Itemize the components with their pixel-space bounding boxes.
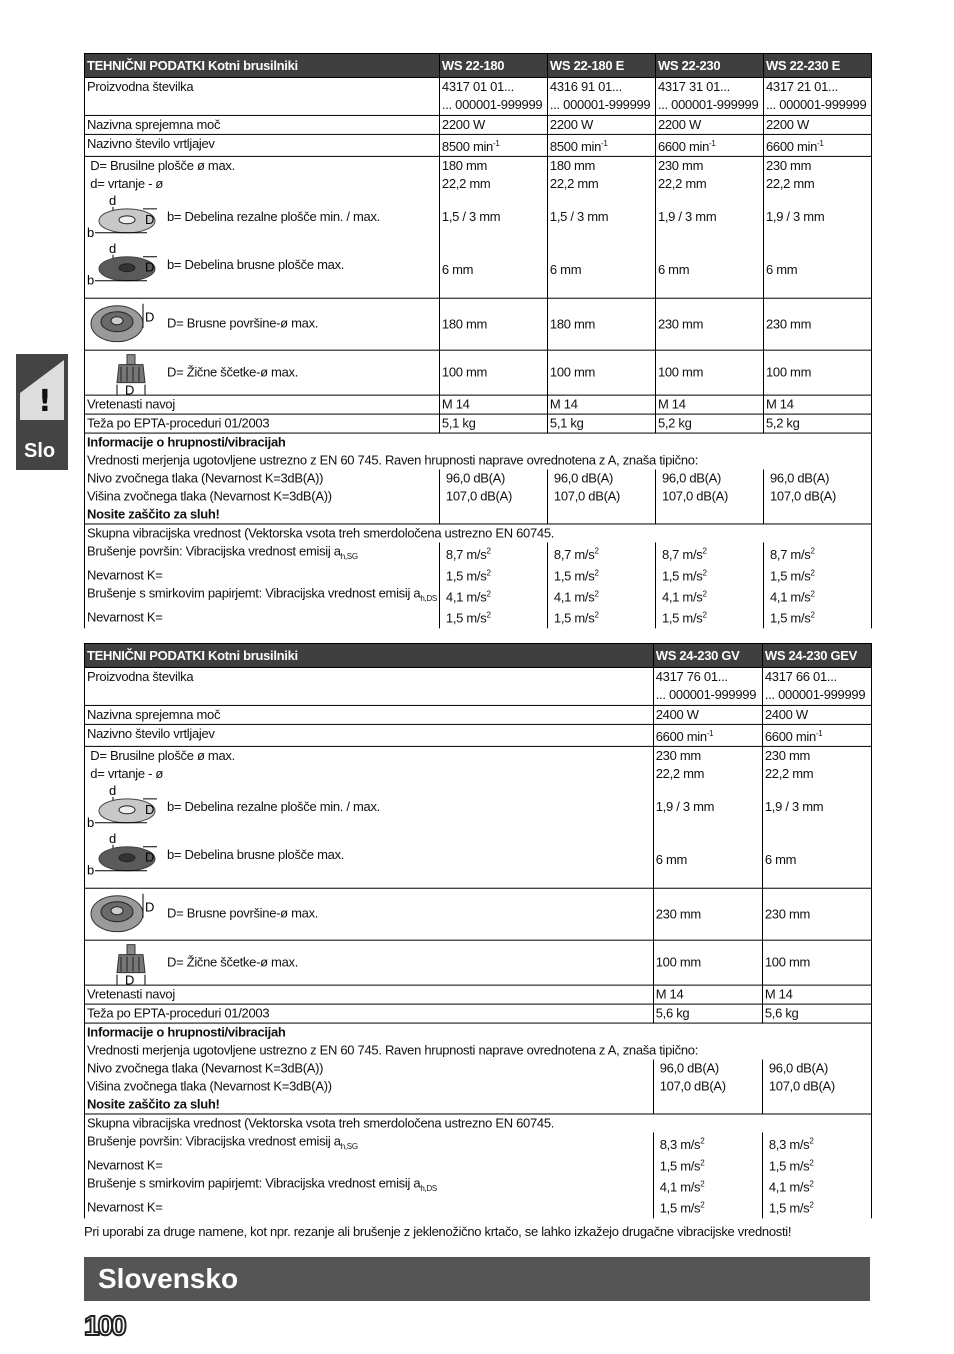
table-row: D= Brusilne plošče ø max. d= vrtanje - ø d D b b= Debelina rezalne plošče min. / max. d D b b= Debelina brusne plošče max. 180 mm 22,2 mm 1,5 / 3 mm 6 mm 180 mm 22,2 mm 1,5 / 3 mm 6 mm 230 mm 22,2 mm 1,9 / 3 mm 6 mm 230 mm 22,2 mm 1,9 / 3 mm 6 mm: [85, 157, 872, 299]
table-row: Vretenasti navoj M 14 M 14 M 14 M 14: [85, 395, 872, 414]
section-banner: Slovensko: [84, 1257, 870, 1301]
vibration-row: Skupna vibracijska vrednost (Vektorska vsota treh smerdoločena ustrezno EN 60745.: [85, 1114, 872, 1132]
noise-row: Informacije o hrupnosti/vibracijah Vrednosti merjenja ugotovljene ustrezno z EN 60 745. Raven hrupnosti naprave ovrednotena z A, znaša tipično:: [85, 1023, 872, 1059]
table-header-row: TEHNIČNI PODATKI Kotni brusilniki WS 22-180 WS 22-180 E WS 22-230 WS 22-230 E: [85, 53, 872, 77]
spec-table: [84, 643, 872, 1218]
cut-disc-icon: [87, 783, 157, 831]
wire-brush-icon: [87, 351, 157, 395]
svg-text:d: d: [109, 193, 116, 209]
vibration-values-row: Brušenje površin: Vibracijska vrednost emisij $a_{h,SG}$ Nevarnost K= Brušenje s smirkovim papirjemt: Vibracijska vrednost emisij $a_{h,DS}$ Nevarnost K= 8,3 $m/s^2$ 1,5 $m/s^2$ 4,1 $m/s^2$ 1,5 $m/s^2$ 8,3 $m/s^2$ 1,5 $m/s^2$ 4,1 $m/s^2$ 1,5 $m/s^2$: [85, 1133, 872, 1218]
grind-disc-icon: [87, 831, 157, 879]
grind-disc-icon: [87, 241, 157, 289]
svg-text:D: D: [145, 850, 155, 866]
table-row: D D= Brusne površine-ø max. 230 mm 230 mm: [85, 889, 872, 941]
sanding-disc-icon: [87, 300, 157, 348]
table-row: Proizvodna številka 4317 01 01... ... 000001-999999 4316 91 01... ... 000001-999999 4317 31 01... ... 000001-999999 4317 21 01... ... 000001-999999: [85, 77, 872, 115]
svg-text:d: d: [109, 831, 116, 847]
exclamation-icon: !: [38, 384, 52, 419]
table-row: Nazivna sprejemna moč 2200 W 2200 W 2200 W 2200 W: [85, 115, 872, 134]
table-row: Teža po EPTA-proceduri 01/2003 5,1 kg 5,1 kg 5,2 kg 5,2 kg: [85, 414, 872, 433]
table-header-row: TEHNIČNI PODATKI Kotni brusilniki WS 24-230 GV WS 24-230 GEV: [85, 643, 872, 667]
wire-brush-icon: [87, 941, 157, 985]
vibration-values-row: Brušenje površin: Vibracijska vrednost emisij $a_{h,SG}$ Nevarnost K= Brušenje s smirkovim papirjemt: Vibracijska vrednost emisij $a_{h,DS}$ Nevarnost K= 8,7 $m/s^2$ 1,5 $m/s^2$ 4,1 $m/s^2$ 1,5 $m/s^2$ 8,7 $m/s^2$ 1,5 $m/s^2$ 4,1 $m/s^2$ 1,5 $m/s^2$ 8,7 $m/s^2$ 1,5 $m/s^2$ 4,1 $m/s^2$ 1,5 $m/s^2$ 8,7 $m/s^2$ 1,5 $m/s^2$ 4,1 $m/s^2$ 1,5 $m/s^2$: [85, 543, 872, 628]
model-header: WS 24-230 GV: [653, 643, 762, 667]
svg-text:b: b: [87, 863, 94, 879]
noise-row: Informacije o hrupnosti/vibracijah Vrednosti merjenja ugotovljene ustrezno z EN 60 745. Raven hrupnosti naprave ovrednotena z A, znaša tipično:: [85, 433, 872, 469]
table-row: Nazivno število vrtljajev 8500 $\min^{-1}$ 8500 $\min^{-1}$ 6600 $\min^{-1}$ 6600 $\min^{-1}$: [85, 134, 872, 156]
table-row: Nazivna sprejemna moč 2400 W 2400 W: [85, 705, 872, 724]
sanding-disc-icon: [87, 890, 157, 938]
noise-values-row: Nivo zvočnega tlaka (Nevarnost K=3dB(A)) Višina zvočnega tlaka (Nevarnost K=3dB(A)) Nosite zaščito za sluh! 96,0 dB(A) 107,0 dB(A) 96,0 dB(A) 107,0 dB(A) 96,0 dB(A) 107,0 dB(A) 96,0 dB(A) 107,0 dB(A): [85, 470, 872, 524]
spec-table: [84, 53, 872, 628]
table-row: Proizvodna številka 4317 76 01... ... 000001-999999 4317 66 01... ... 000001-999999: [85, 667, 872, 705]
noise-values-row: Nivo zvočnega tlaka (Nevarnost K=3dB(A)) Višina zvočnega tlaka (Nevarnost K=3dB(A)) Nosite zaščito za sluh! 96,0 dB(A) 107,0 dB(A) 96,0 dB(A) 107,0 dB(A): [85, 1060, 872, 1114]
model-header: WS 22-230 E: [763, 53, 871, 77]
svg-text:d: d: [109, 783, 116, 799]
table-row: D D= Brusne površine-ø max. 180 mm 180 mm 230 mm 230 mm: [85, 299, 872, 351]
cut-disc-icon: [87, 193, 157, 241]
table-row: Teža po EPTA-proceduri 01/2003 5,6 kg 5,6 kg: [85, 1004, 872, 1023]
svg-text:D: D: [125, 972, 135, 985]
language-side-tab: [16, 354, 68, 470]
model-header: WS 24-230 GEV: [762, 643, 871, 667]
model-header: WS 22-180 E: [547, 53, 655, 77]
svg-text:D: D: [125, 382, 135, 395]
vibration-row: Skupna vibracijska vrednost (Vektorska vsota treh smerdoločena ustrezno EN 60745.: [85, 524, 872, 542]
table-row: D= Brusilne plošče ø max. d= vrtanje - ø d D b b= Debelina rezalne plošče min. / max. d D b b= Debelina brusne plošče max. 230 mm 22,2 mm 1,9 / 3 mm 6 mm 230 mm 22,2 mm 1,9 / 3 mm 6 mm: [85, 747, 872, 889]
vibration-note: Pri uporabi za druge namene, kot npr. rezanje ali brušenje z jeklenožično krtačo, se lahko izkažejo drugačne vibracijske vrednosti!: [84, 1224, 792, 1239]
svg-text:D: D: [145, 802, 155, 818]
language-tab-label: Slo: [24, 440, 56, 462]
table-row: Vretenasti navoj M 14 M 14: [85, 985, 872, 1004]
svg-text:b: b: [87, 815, 94, 831]
svg-text:D: D: [145, 212, 155, 228]
table-row: D D= Žične ščetke-ø max. 100 mm 100 mm: [85, 940, 872, 985]
svg-text:D: D: [145, 310, 155, 326]
page-number: 100: [84, 1310, 125, 1341]
model-header: WS 22-180: [439, 53, 547, 77]
table-row: D D= Žične ščetke-ø max. 100 mm 100 mm 100 mm 100 mm: [85, 350, 872, 395]
svg-text:b: b: [87, 273, 94, 289]
svg-text:D: D: [145, 900, 155, 916]
model-header: WS 22-230: [655, 53, 763, 77]
table-row: Nazivno število vrtljajev 6600 $\min^{-1}$ 6600 $\min^{-1}$: [85, 724, 872, 746]
svg-text:D: D: [145, 260, 155, 276]
svg-text:d: d: [109, 241, 116, 257]
svg-text:b: b: [87, 225, 94, 241]
